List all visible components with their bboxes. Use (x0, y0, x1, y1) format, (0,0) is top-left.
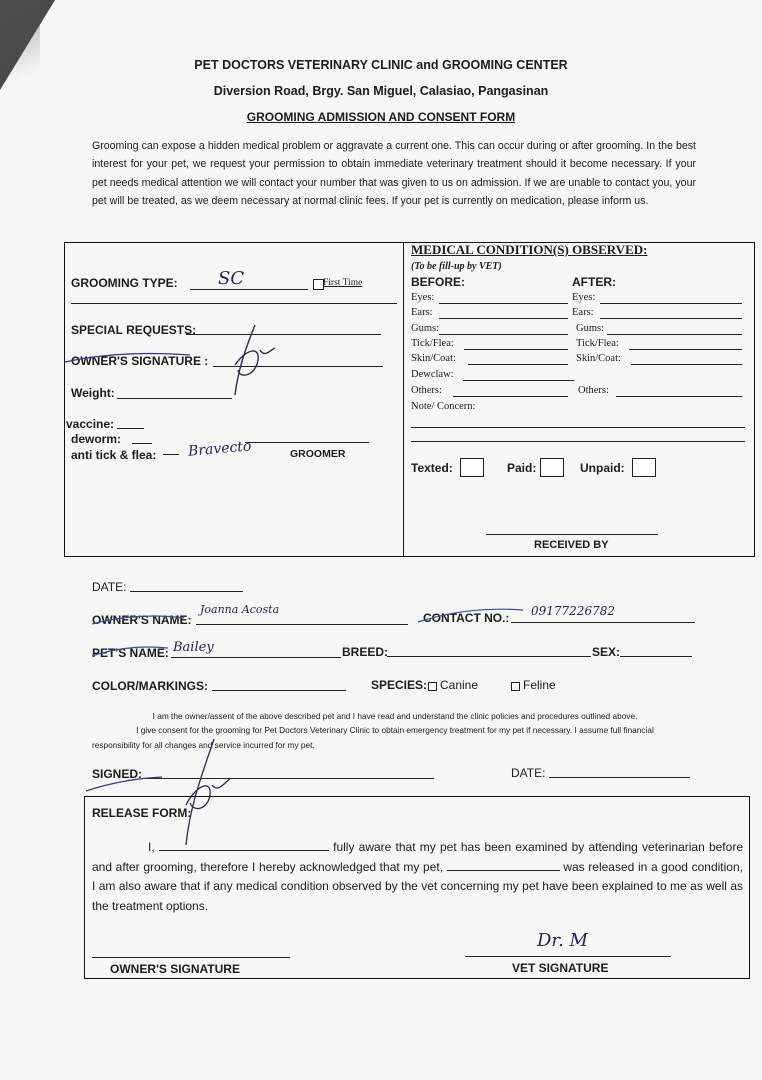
breed-line[interactable] (387, 656, 591, 657)
after-row-line[interactable] (631, 364, 742, 365)
before-row-label: Tick/Flea: (411, 338, 454, 349)
intro-paragraph: Grooming can expose a hidden medical problem or aggravate a current one. This can occur during or after grooming. In the best interest for your pet, we request your permission to obtain immediate veterinary treatment should it become necessary. If your pet needs medical attention we will contact your number that was given to us on admission. If we are unable to contact you, your pet will be treated, as we deem necessary at normal clinic fees. If your pet is currently on medication, please inform us. (92, 140, 696, 207)
groomer-label: GROOMER (290, 448, 346, 460)
vet-sig-line[interactable] (465, 956, 671, 957)
pen-strokes-owner (88, 600, 528, 640)
after-row-line[interactable] (629, 349, 742, 350)
consent-date-label: DATE: (511, 766, 546, 780)
before-row-line[interactable] (463, 380, 574, 381)
medical-subtitle: (To be fill-up by VET) (411, 261, 502, 272)
after-row-label: Gums: (576, 323, 605, 334)
release-p-mid2: was released in a good condition, I am also aware that if any medical condition observed by the vet concerning my pet have been explained to me as well as the treatment options. (92, 859, 743, 913)
grooming-type-value[interactable]: SC (218, 268, 245, 289)
anti-tick-label: anti tick & flea: (71, 448, 157, 462)
clinic-address: Diversion Road, Brgy. San Miguel, Calasiao, Pangasinan (213, 84, 549, 98)
signed-label: SIGNED: (92, 767, 143, 781)
after-row-label: Others: (578, 385, 609, 396)
after-row-label: Skin/Coat: (576, 353, 621, 364)
owner-signature-label: OWNER'S SIGNATURE : (71, 354, 209, 368)
before-row-label: Dewclaw: (411, 369, 454, 380)
note-label: Note/ Concern: (411, 401, 476, 412)
vaccine-line[interactable] (117, 428, 144, 429)
sex-line[interactable] (620, 656, 692, 657)
after-row-line[interactable] (616, 396, 742, 397)
release-p-mid1: fully aware that my pet has been examined by attending veterinarian before and after grooming, therefore I hereby acknowledged that my pet, (92, 840, 743, 874)
release-owner-blank[interactable] (159, 850, 329, 851)
consent-line-2: I give consent for the grooming for Pet Doctors Veterinary Clinic to obtain emergency treatment for my pet if necessary. I assume full financial (136, 725, 654, 735)
release-paragraph (92, 838, 743, 916)
clinic-name: PET DOCTORS VETERINARY CLINIC and GROOMING CENTER (194, 58, 568, 72)
before-row-line[interactable] (439, 318, 568, 319)
after-label: AFTER: (572, 275, 616, 289)
anti-tick-dash (163, 454, 179, 455)
vet-sig-value[interactable]: Dr. M (537, 930, 588, 951)
pet-name-label: PET'S NAME: (92, 646, 169, 660)
before-label: BEFORE: (411, 275, 465, 289)
species-label: SPECIES: (371, 678, 428, 692)
color-markings-label: COLOR/MARKINGS: (92, 679, 208, 693)
first-time-label: First Time (323, 278, 363, 288)
release-p-start: I, (148, 840, 155, 854)
date-label: DATE: (92, 580, 127, 594)
vet-sig-label: VET SIGNATURE (512, 961, 609, 975)
sex-label: SEX: (592, 645, 621, 659)
pen-stroke-pet (88, 640, 178, 665)
note-line-2[interactable] (411, 441, 745, 442)
weight-label: Weight: (71, 386, 115, 400)
before-row-line[interactable] (453, 396, 568, 397)
pet-name-value[interactable]: Bailey (173, 640, 214, 655)
form-title: GROOMING ADMISSION AND CONSENT FORM (246, 110, 516, 124)
after-row-line[interactable] (600, 303, 742, 304)
before-row-label: Eyes: (411, 292, 435, 303)
consent-date-line[interactable] (549, 777, 690, 778)
before-row-line[interactable] (464, 349, 568, 350)
texted-label: Texted: (411, 461, 453, 475)
before-row-label: Skin/Coat: (411, 353, 456, 364)
paid-checkbox[interactable] (540, 458, 564, 477)
pet-name-line (171, 657, 341, 658)
release-form-title: RELEASE FORM: (92, 806, 192, 820)
unpaid-label: Unpaid: (580, 461, 625, 475)
grooming-type-line (190, 289, 308, 290)
after-row-label: Eyes: (572, 292, 596, 303)
unpaid-checkbox[interactable] (632, 458, 656, 477)
special-requests-label: SPECIAL REQUESTS: (71, 323, 197, 337)
before-row-line[interactable] (439, 334, 568, 335)
consent-line-3: responsibility for all changes and service incurred for my pet. (92, 740, 315, 750)
texted-checkbox[interactable] (460, 458, 484, 477)
anti-tick-value[interactable]: Bravecto (187, 438, 252, 460)
received-by-line[interactable] (486, 534, 658, 535)
grooming-extra-line (71, 303, 397, 304)
deworm-label: deworm: (71, 432, 122, 446)
release-pet-blank[interactable] (447, 870, 560, 871)
before-row-line[interactable] (468, 364, 568, 365)
medical-title: MEDICAL CONDITION(S) OBSERVED: (411, 242, 648, 257)
box-divider (403, 242, 404, 556)
paid-label: Paid: (507, 461, 537, 475)
feline-label: Feline (523, 678, 556, 692)
date-line[interactable] (130, 591, 243, 592)
after-row-label: Tick/Flea: (576, 338, 619, 349)
groomer-line[interactable] (245, 442, 369, 443)
contact-value[interactable]: 09177226782 (531, 604, 615, 618)
received-by-label: RECEIVED BY (534, 539, 609, 551)
owner-name-label: OWNER'S NAME: (92, 613, 192, 627)
contact-label: CONTACT NO.: (423, 611, 510, 625)
weight-line[interactable] (117, 398, 232, 399)
deworm-line[interactable] (132, 443, 152, 444)
feline-checkbox[interactable] (511, 682, 520, 691)
vaccine-label: vaccine: (66, 417, 115, 431)
owner-sig-line[interactable] (92, 957, 290, 958)
after-row-line[interactable] (607, 334, 742, 335)
breed-label: BREED: (342, 645, 389, 659)
canine-checkbox[interactable] (428, 682, 437, 691)
owner-sig-label: OWNER'S SIGNATURE (110, 962, 240, 976)
note-line-1[interactable] (411, 427, 745, 428)
before-row-label: Ears: (411, 307, 433, 318)
before-row-line[interactable] (439, 303, 568, 304)
before-row-label: Gums: (411, 323, 440, 334)
grooming-type-label: GROOMING TYPE: (71, 276, 178, 290)
before-row-label: Others: (411, 385, 442, 396)
canine-label: Canine (440, 678, 479, 692)
consent-line-1: I am the owner/assent of the above described pet and I have read and understand the clinic policies and procedures outlined above. (152, 711, 638, 721)
after-row-label: Ears: (572, 307, 594, 318)
after-row-line[interactable] (600, 318, 742, 319)
owner-name-value[interactable]: Joanna Acosta (200, 603, 280, 616)
contact-line (511, 622, 695, 623)
color-markings-line[interactable] (212, 690, 346, 691)
